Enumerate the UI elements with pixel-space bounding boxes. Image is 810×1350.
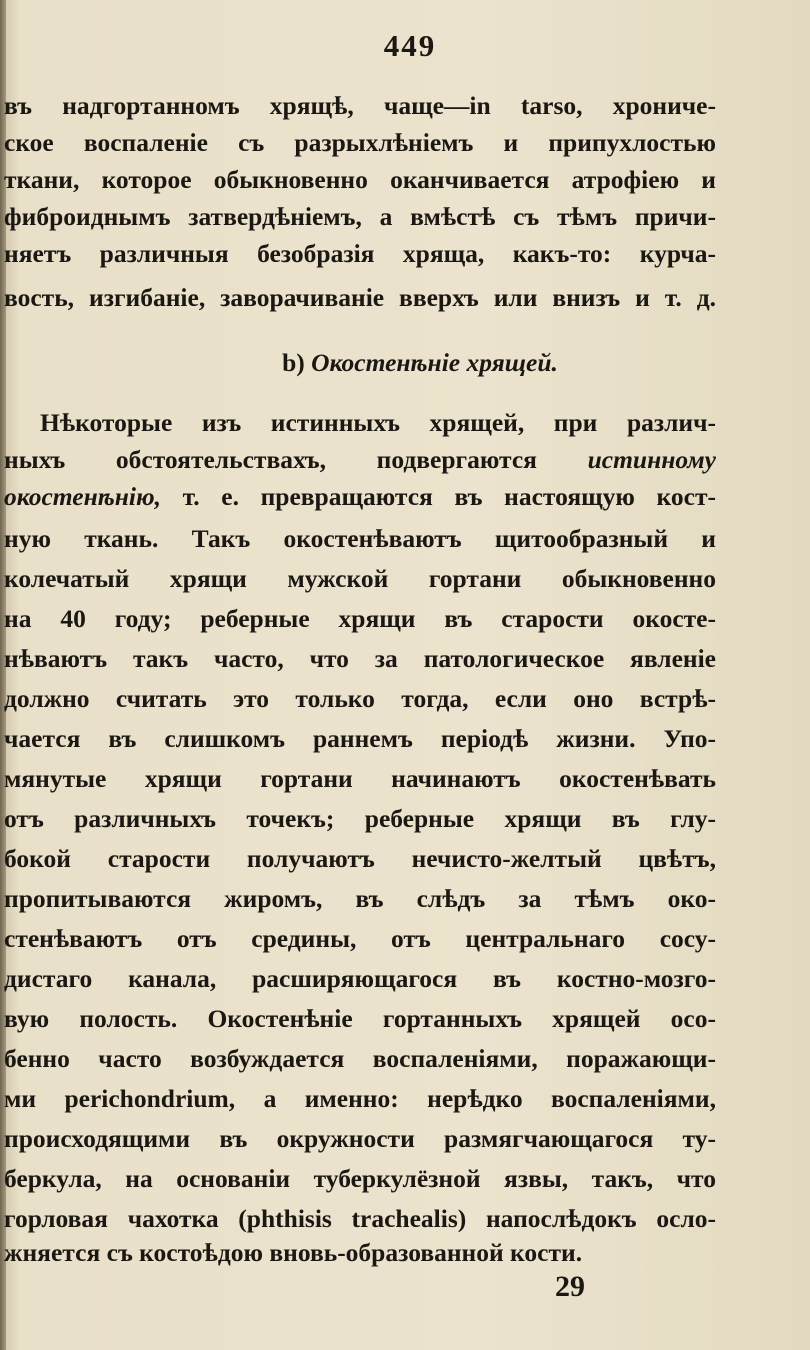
section-marker: b) (282, 348, 305, 377)
text-line: нѣваютъ такъ часто, что за патологическое явленіе (4, 644, 716, 673)
page-number: 449 (383, 28, 437, 63)
text-line: бенно часто возбуждается воспаленіями, поражающи- (4, 1044, 716, 1073)
text-line: жняется съ костоѣдою вновь-образованной кости. (4, 1238, 583, 1267)
text-line: отъ различныхъ точекъ; реберные хрящи въ глу- (4, 804, 716, 833)
text-line: дистаго канала, расширяющагося въ костно-мозго- (4, 964, 716, 993)
text-line: на 40 году; реберные хрящи въ старости окосте- (4, 604, 716, 633)
italic-term: истинному (587, 445, 716, 474)
text-line: ское воспаленіе съ разрыхлѣніемъ и припухлостью (4, 128, 716, 157)
text-line: горловая чахотка (phthisis trachealis) напослѣдокъ осло- (4, 1204, 716, 1233)
text-line: няетъ различныя безобразія хряща, какъ-то: курча- (4, 239, 716, 268)
text-line: вость, изгибаніе, заворачиваніе вверхъ или внизъ и т. д. (4, 283, 716, 312)
text-run: ныхъ обстоятельствахъ, подвергаются (4, 445, 537, 474)
text-line: бокой старости получаютъ нечисто-желтый цвѣтъ, (4, 844, 716, 873)
text-line: пропитываются жиромъ, въ слѣдъ за тѣмъ око- (4, 884, 716, 913)
section-title: Окостенѣніе хрящей. (311, 348, 558, 377)
text-line: стенѣваютъ отъ средины, отъ центральнаго сосу- (4, 924, 716, 953)
text-line: беркула, на основаніи туберкулёзной язвы, такъ, что (4, 1164, 716, 1193)
text-line: въ надгортанномъ хрящѣ, чаще—in tarso, хрониче- (4, 91, 716, 120)
text-line: Нѣкоторые изъ истинныхъ хрящей, при различ- (40, 408, 716, 437)
text-line: фиброиднымъ затвердѣніемъ, а вмѣстѣ съ тѣмъ причи- (4, 202, 716, 231)
signature-mark: 29 (555, 1270, 585, 1303)
text-line: колечатый хрящи мужской гортани обыкновенно (4, 564, 716, 593)
section-heading (0, 345, 810, 381)
text-line: мянутые хрящи гортани начинаютъ окостенѣвать (4, 764, 716, 793)
text-line (4, 442, 716, 478)
text-line: ми perichondrium, а именно: нерѣдко воспаленіями, (4, 1084, 716, 1113)
text-run: т. е. превращаются въ настоящую кост- (182, 482, 716, 511)
italic-term: окостенѣнію, (4, 482, 161, 511)
text-line: происходящими въ окружности размягчающагося ту- (4, 1124, 716, 1153)
text-line: ткани, которое обыкновенно оканчивается атрофіею и (4, 165, 716, 194)
text-line (4, 479, 716, 515)
text-line: вую полость. Окостенѣніе гортанныхъ хрящей осо- (4, 1004, 716, 1033)
text-line: ную ткань. Такъ окостенѣваютъ щитообразный и (4, 524, 716, 553)
text-line: должно считать это только тогда, если оно встрѣ- (4, 684, 716, 713)
text-line: чается въ слишкомъ раннемъ періодѣ жизни. Упо- (4, 724, 716, 753)
